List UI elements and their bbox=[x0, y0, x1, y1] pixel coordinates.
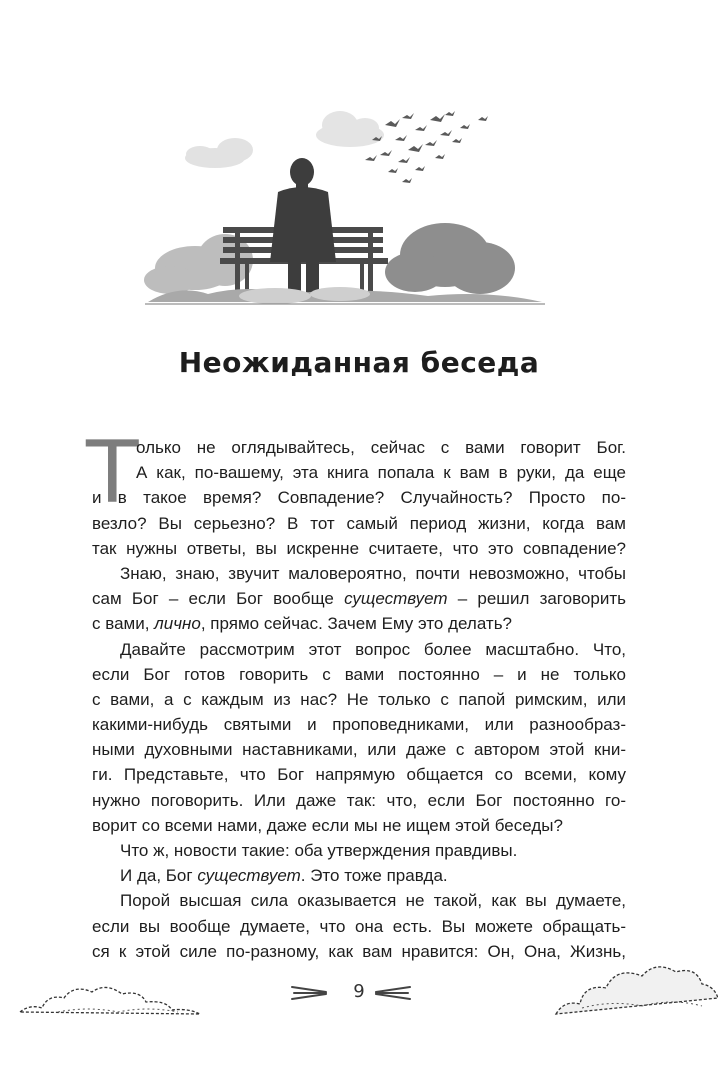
text-line: если Бог готов говорить с вами постоянно – и не только bbox=[92, 664, 626, 684]
text-line: и в такое время? Совпадение? Случайность? Просто по- bbox=[92, 488, 626, 508]
text-line bbox=[92, 611, 626, 636]
text-line: А как, по-вашему, эта книга попала к вам в руки, да еще bbox=[136, 463, 626, 483]
text-line: так нужны ответы, вы искренне считаете, что это совпадение? bbox=[92, 538, 626, 558]
page-number: 9 bbox=[353, 981, 365, 1002]
text-fragment: – решил заговорить bbox=[457, 589, 626, 609]
birds-icon bbox=[365, 111, 488, 183]
text-line bbox=[92, 586, 626, 611]
text-line: ными духовными наставниками, или даже с автором этой кни- bbox=[92, 740, 626, 760]
folio-ornament-right-icon bbox=[372, 984, 412, 1002]
cloud-icon bbox=[185, 138, 253, 168]
text-line: с вами, а с каждым из нас? Не только с папой римским, или bbox=[92, 689, 626, 709]
emphasis: существует bbox=[197, 866, 301, 886]
drop-cap: Т bbox=[86, 423, 139, 523]
text-line: ги. Представьте, что Бог напрямую общается со всеми, кому bbox=[92, 765, 626, 785]
text-line: какими-нибудь святыми и проповедниками, или разнообраз- bbox=[92, 715, 626, 735]
chapter-title: Неожиданная беседа bbox=[178, 346, 540, 379]
text-line: Что ж, новости такие: оба утверждения правдивы. bbox=[120, 841, 518, 860]
emphasis: существует bbox=[344, 589, 448, 609]
text-line: ворит со всеми нами, даже если мы не ищем этой беседы? bbox=[92, 815, 563, 835]
text-fragment: И да, Бог bbox=[120, 866, 193, 886]
body-text bbox=[92, 435, 626, 964]
footer-cloud-right-icon bbox=[552, 950, 718, 1022]
text-line: нужно поговорить. Или даже так: что, если Бог постоянно го- bbox=[92, 790, 626, 810]
text-line: олько не оглядывайтесь, сейчас с вами говорит Бог. bbox=[136, 438, 626, 457]
text-line bbox=[92, 863, 626, 888]
cloud-icon bbox=[316, 111, 384, 147]
text-fragment: сам Бог – если Бог вообще bbox=[92, 589, 334, 609]
text-line: ся к этой силе по-разному, как вам нравится: Он, Она, Жизнь, bbox=[92, 941, 626, 961]
person-silhouette-icon bbox=[270, 158, 336, 300]
text-fragment: . Это тоже правда. bbox=[300, 866, 448, 886]
person-on-bench-illustration bbox=[140, 100, 550, 315]
text-line: если вы вообще думаете, что она есть. Вы можете обращать- bbox=[92, 916, 626, 936]
text-line: Знаю, знаю, звучит маловероятно, почти невозможно, чтобы bbox=[120, 563, 626, 583]
cloud-icon bbox=[385, 223, 515, 294]
text-line: Порой высшая сила оказывается не такой, как вы думаете, bbox=[120, 891, 626, 911]
text-fragment: , прямо сейчас. Зачем Ему это делать? bbox=[200, 614, 513, 634]
text-line: везло? Вы серьезно? В тот самый период жизни, когда вам bbox=[92, 513, 626, 533]
text-fragment: с вами, bbox=[92, 614, 150, 634]
emphasis: лично bbox=[154, 614, 201, 634]
text-line: Давайте рассмотрим этот вопрос более масштабно. Что, bbox=[120, 639, 626, 659]
